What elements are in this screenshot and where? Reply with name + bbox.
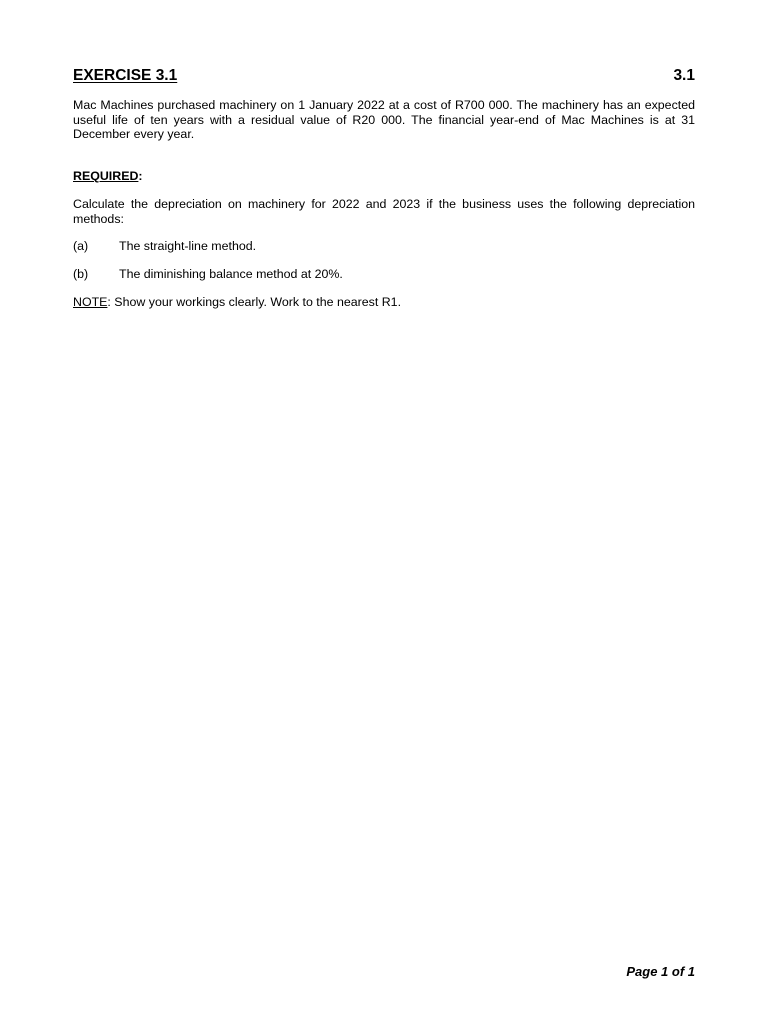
exercise-title: EXERCISE 3.1 xyxy=(73,67,178,84)
method-text: The straight-line method. xyxy=(119,239,257,253)
note-line xyxy=(73,295,401,309)
method-item-b xyxy=(73,267,343,281)
note-text: : Show your workings clearly. Work to the nearest R1. xyxy=(107,295,402,309)
note-label: NOTE xyxy=(73,295,108,309)
intro-paragraph: Mac Machines purchased machinery on 1 January 2022 at a cost of R700 000. The machinery has an expected useful life of ten years with a residual value of R20 000. The financial year-end of Mac Machines is at 31 December every year. xyxy=(73,98,695,142)
page-number: Page 1 of 1 xyxy=(626,964,695,979)
exercise-number: 3.1 xyxy=(673,67,695,84)
required-heading xyxy=(73,169,143,183)
method-item-a xyxy=(73,239,256,253)
method-marker: (b) xyxy=(73,267,89,281)
method-text: The diminishing balance method at 20%. xyxy=(119,267,343,281)
required-label: REQUIRED xyxy=(73,169,139,183)
method-marker: (a) xyxy=(73,239,89,253)
instruction-paragraph: Calculate the depreciation on machinery for 2022 and 2023 if the business uses the following depreciation methods: xyxy=(73,197,695,226)
document-page xyxy=(73,0,695,1024)
exercise-header xyxy=(73,67,695,85)
required-colon: : xyxy=(138,169,143,183)
